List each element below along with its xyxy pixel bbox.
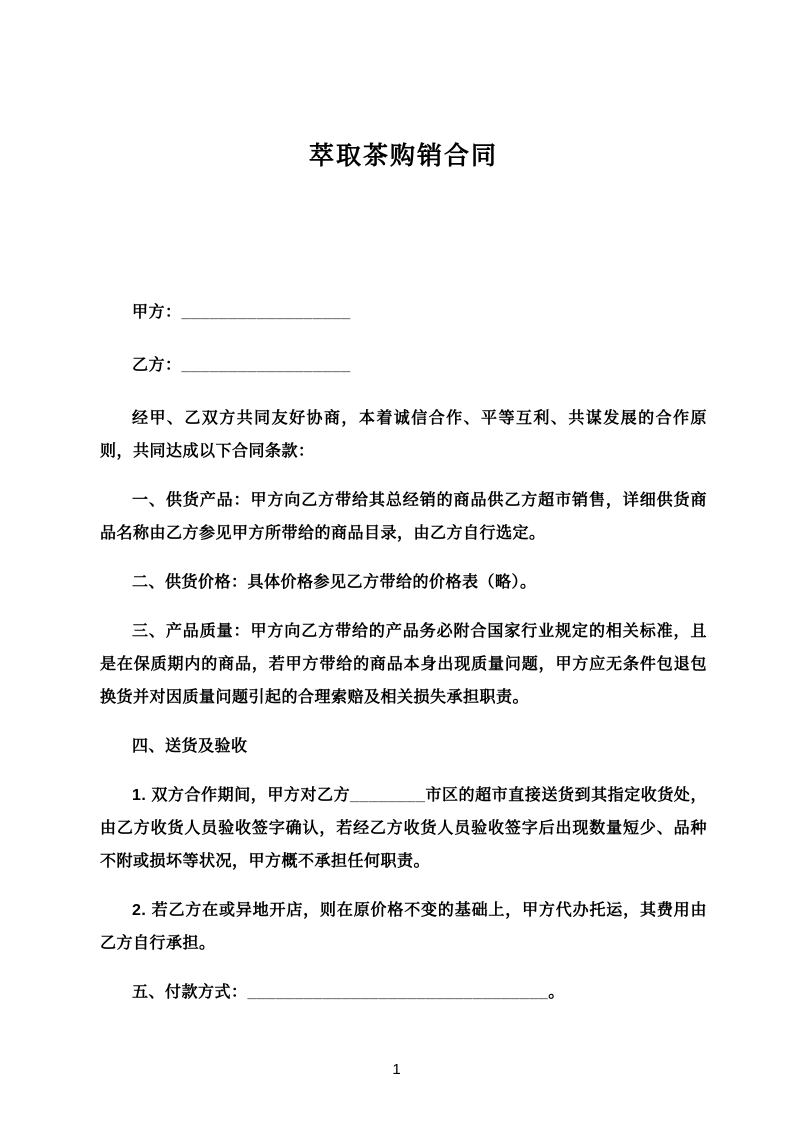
party-a-line: 甲方：__________________: [132, 304, 351, 321]
clause-5-payment: 五、付款方式：________________________________。: [132, 984, 565, 1001]
clause-1-supply-products: 一、供货产品：甲方向乙方带给其总经销的商品供乙方超市销售，详细供货商品名称由乙方参见甲方所带给的商品目录，由乙方自行选定。: [100, 492, 707, 542]
clause-3-product-quality: 三、产品质量：甲方向乙方带给的产品务必附合国家行业规定的相关标准，且是在保质期内的商品，若甲方带给的商品本身出现质量问题，甲方应无条件包退包换货并对因质量问题引起的合理索赔及相关损失承担职责。: [100, 623, 707, 706]
page-number: 1: [392, 1061, 401, 1078]
clause-2-supply-price: 二、供货价格：具体价格参见乙方带给的价格表（略）。: [132, 574, 537, 591]
clause-4-item-1: 1. 双方合作期间，甲方对乙方________市区的超市直接送货到其指定收货处，由乙方收货人员验收签字确认，若经乙方收货人员验收签字后出现数量短少、品种不附或损坏等状况，甲方概不承担任何职责。: [100, 787, 707, 870]
clause-4-item-2: 2. 若乙方在或异地开店，则在原价格不变的基础上，甲方代办托运，其费用由乙方自行承担。: [100, 902, 707, 952]
clause-4-delivery-heading: 四、送货及验收: [132, 738, 248, 755]
intro-paragraph: 经甲、乙双方共同友好协商，本着诚信合作、平等互利、共谋发展的合作原则，共同达成以下合同条款：: [100, 410, 707, 460]
document-title: 萃取茶购销合同: [308, 142, 498, 170]
party-b-line: 乙方：__________________: [132, 357, 351, 374]
